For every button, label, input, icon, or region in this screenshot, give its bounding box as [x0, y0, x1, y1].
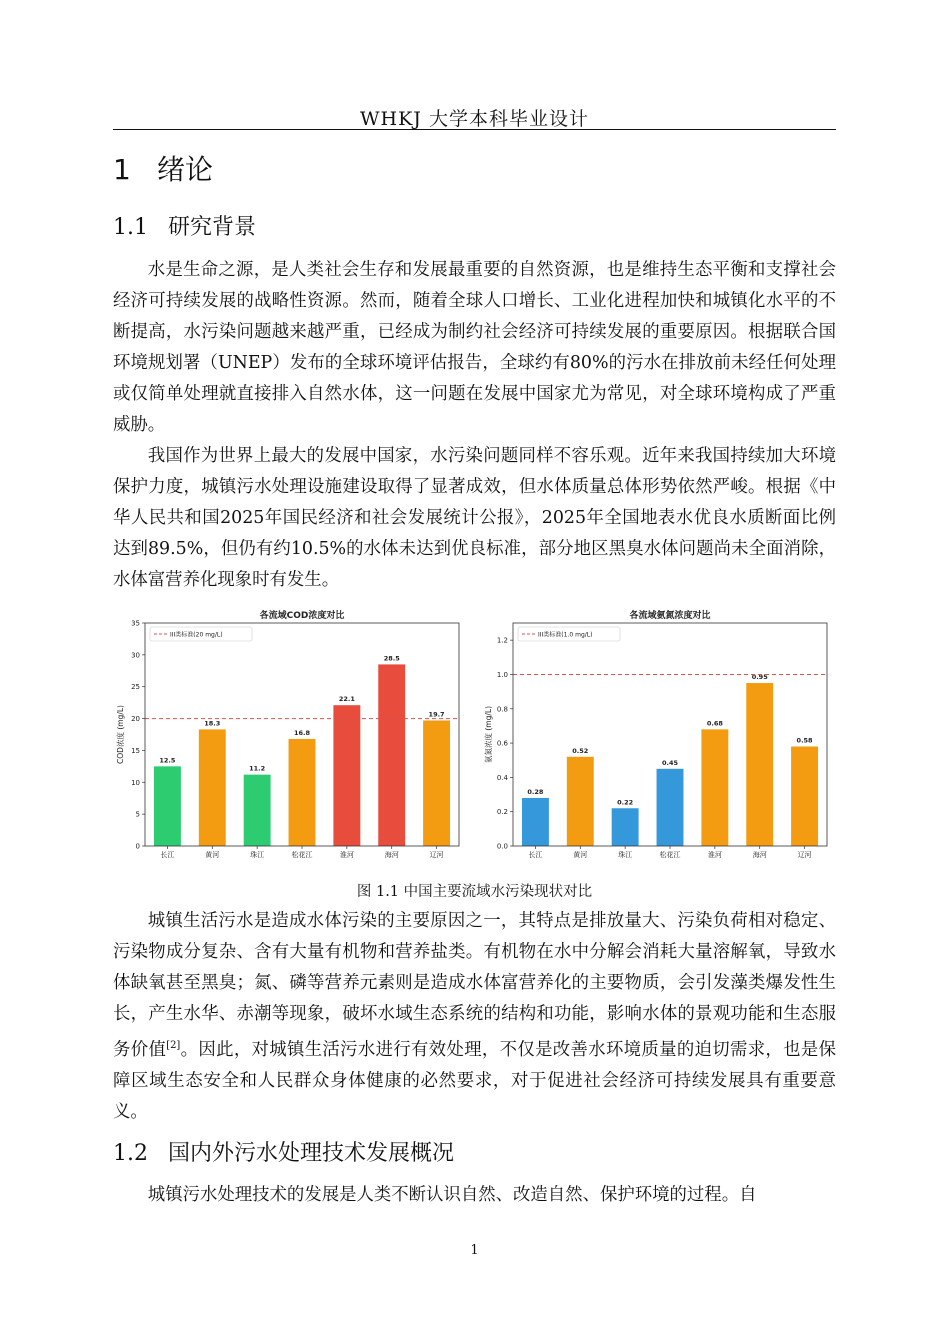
y-tick-label: 30 [131, 651, 140, 660]
section-heading-1-2 [113, 1136, 454, 1167]
data-label: 0.68 [706, 719, 723, 728]
data-label: 11.2 [249, 764, 266, 773]
section-title: 研究背景 [168, 215, 257, 240]
x-tick-label: 海河 [752, 851, 767, 859]
bar-长江 [522, 798, 549, 846]
data-label: 22.1 [338, 695, 355, 704]
y-tick-label: 25 [131, 683, 140, 692]
x-tick-label: 松花江 [291, 851, 313, 859]
data-label: 19.7 [428, 710, 445, 719]
y-tick-label: 1.0 [496, 670, 508, 679]
bar-长江 [154, 766, 181, 846]
paragraph-3 [113, 906, 836, 1128]
data-label: 28.5 [383, 654, 400, 663]
x-tick-label: 珠江 [618, 851, 633, 859]
legend-label: III类标准(20 mg/L) [170, 631, 223, 639]
legend [518, 627, 620, 641]
x-tick-label: 松花江 [659, 851, 681, 859]
citation-ref[interactable]: [2] [166, 1040, 181, 1051]
y-tick-label: 0 [135, 842, 140, 851]
paragraph-4: 城镇污水处理技术的发展是人类不断认识自然、改造自然、保护环境的过程。自 [147, 1185, 757, 1205]
paragraph-3-text: 城镇生活污水是造成水体污染的主要原因之一，其特点是排放量大、污染负荷相对稳定、污染物成分复杂、含有大量有机物和营养盐类。有机物在水中分解会消耗大量溶解氧，导致水体缺氧甚至黑臭；氮、磷等营养元素则是造成水体富营养化的主要物质，会引发藻类爆发性生长，产生水华、赤潮等现象，破坏水域生态系统的结构和功能，影响水体的景观功能和生态服务价值 [113, 911, 836, 1060]
cod-bar-chart [113, 606, 468, 868]
page-header: WHKJ 大学本科毕业设计 [360, 108, 589, 130]
section-heading-1-1 [113, 210, 256, 241]
chapter-number: 1 [113, 153, 131, 186]
bar-辽河 [791, 747, 818, 846]
x-tick-label: 长江 [160, 851, 175, 859]
data-label: 18.3 [204, 719, 221, 728]
bar-辽河 [423, 720, 450, 846]
y-tick-label: 0.6 [496, 739, 508, 748]
bar-黄河 [567, 757, 594, 846]
paragraph-2: 我国作为世界上最大的发展中国家，水污染问题同样不容乐观。近年来我国持续加大环境保护力度，城镇污水处理设施建设取得了显著成效，但水体质量总体形势依然严峻。根据《中华人民共和国2025年国民经济和社会发展统计公报》，2025年全国地表水优良水质断面比例达到89.5%，但仍有约10.5%的水体未达到优良标准，部分地区黑臭水体问题尚未全面消除，水体富营养化现象时有发生。 [113, 446, 836, 590]
data-label: 0.52 [572, 746, 589, 755]
y-tick-label: 0.2 [496, 808, 508, 817]
y-tick-label: 0.8 [496, 705, 508, 714]
legend-label: III类标准(1.0 mg/L) [538, 631, 593, 639]
chart-title: 各流域COD浓度对比 [259, 611, 345, 621]
y-tick-label: 15 [131, 746, 140, 755]
x-tick-label: 黄河 [573, 851, 588, 859]
page-number: 1 [470, 1243, 479, 1258]
bar-珠江 [612, 808, 639, 846]
y-axis-label: COD浓度 (mg/L) [116, 705, 125, 764]
bar-松花江 [657, 769, 684, 846]
x-tick-label: 淮河 [339, 851, 354, 859]
data-label: 0.58 [796, 736, 813, 745]
section-number: 1.2 [113, 1141, 148, 1166]
figure-caption: 图 1.1 中国主要流域水污染现状对比 [356, 884, 593, 900]
y-tick-label: 0.0 [496, 842, 508, 851]
bar-黄河 [199, 729, 226, 846]
data-label: 12.5 [159, 756, 176, 765]
bar-海河 [746, 683, 773, 846]
data-label: 0.95 [751, 673, 768, 682]
chapter-heading [113, 148, 213, 188]
y-tick-label: 5 [135, 810, 140, 819]
data-label: 0.28 [527, 787, 544, 796]
x-tick-label: 黄河 [205, 851, 220, 859]
chart-title: 各流域氨氮浓度对比 [629, 611, 711, 621]
bar-松花江 [289, 739, 316, 846]
x-tick-label: 海河 [384, 851, 399, 859]
x-tick-label: 长江 [528, 851, 543, 859]
paragraph-1: 水是生命之源，是人类社会生存和发展最重要的自然资源，也是维持生态平衡和支撑社会经济可持续发展的战略性资源。然而，随着全球人口增长、工业化进程加快和城镇化水平的不断提高，水污染问题越来越严重，已经成为制约社会经济可持续发展的重要原因。根据联合国环境规划署（UNEP）发布的全球环境评估报告，全球约有80%的污水在排放前未经任何处理或仅简单处理就直接排入自然水体，这一问题在发展中国家尤为常见，对全球环境构成了严重威胁。 [113, 260, 836, 435]
section-title: 国内外污水处理技术发展概况 [168, 1141, 455, 1166]
bar-珠江 [244, 775, 271, 846]
data-label: 16.8 [293, 728, 311, 737]
data-label: 0.45 [661, 758, 679, 767]
paragraph-3-tail: 。因此，对城镇生活污水进行有效处理，不仅是改善水环境质量的迫切需求，也是保障区域生态安全和人民群众身体健康的必然要求，对于促进社会经济可持续发展具有重要意义。 [113, 1039, 836, 1122]
figure-charts [113, 606, 836, 868]
bar-淮河 [701, 729, 728, 846]
x-tick-label: 辽河 [429, 851, 444, 859]
y-axis-label: 氨氮浓度 (mg/L) [484, 705, 493, 764]
y-tick-label: 20 [131, 715, 140, 724]
bar-海河 [378, 664, 405, 846]
ammonia-bar-chart [481, 606, 836, 868]
x-tick-label: 珠江 [250, 851, 265, 859]
section-number: 1.1 [113, 215, 148, 240]
legend [150, 627, 252, 641]
x-tick-label: 淮河 [707, 851, 722, 859]
y-tick-label: 35 [131, 619, 140, 628]
chapter-title: 绪论 [157, 153, 214, 186]
x-tick-label: 辽河 [797, 851, 812, 859]
y-tick-label: 1.2 [496, 636, 508, 645]
header-rule [113, 129, 836, 130]
y-tick-label: 0.4 [496, 773, 508, 782]
data-label: 0.22 [617, 798, 634, 807]
bar-淮河 [333, 705, 360, 846]
y-tick-label: 10 [131, 778, 140, 787]
